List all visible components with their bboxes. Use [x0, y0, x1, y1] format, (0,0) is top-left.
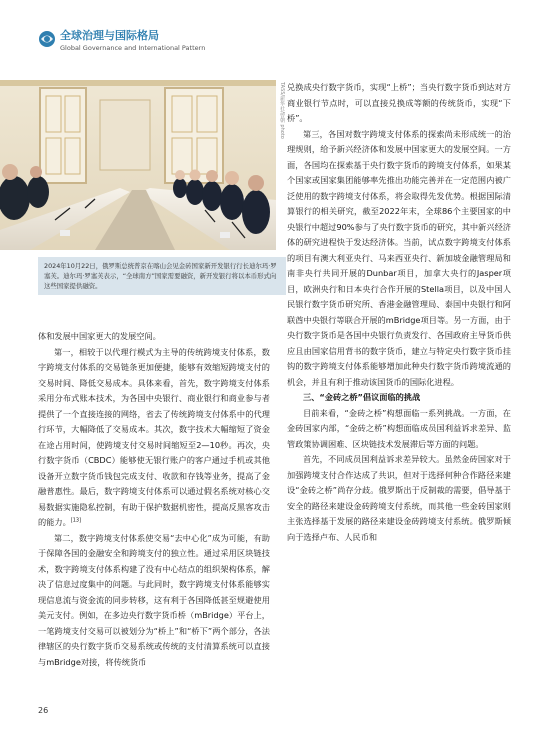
journal-title: 全球治理与国际格局 [60, 29, 159, 42]
footnote-ref: [13] [70, 517, 82, 524]
meeting-photo [0, 80, 276, 250]
photo-caption: 2024年10月22日，俄罗斯总统普京在喀山会见金砖国家新开发银行行长迪尔玛·罗塞芙。迪尔玛·罗塞芙表示，“全球南方”国家需要融资，新开发银行将以本币形式向这些国家提供融资。 [38, 257, 286, 295]
paragraph: 第三，各国对数字跨境支付体系的探索尚未形成统一的治理规则，给予新兴经济体和发展中国家更大的发展空间。一方面，各国均在探索基于央行数字货币的跨境支付体系，如果某个国家或国家集团能够率先推出功能完善并在一定范围内被广泛使用的数字跨境支付体系，将会取得先发优势。根据国际清算银行的相关研究，截至2022年末，全球86个主要国家的中央银行中超过90%参与了央行数字货币的研究，其中新兴经济体的研究进程快于发达经济体。当前，试点数字跨境支付体系的项目有澳大利亚央行、马来西亚央行、新加坡金融管理局和南非央行共同开展的Dunbar项目，加拿大央行的Jasper项目，欧洲央行和日本央行合作开展的Stella项目，以及中国人民银行数字货币研究所、香港金融管理局、泰国中央银行和阿联酋中央银行等联合开展的mBridge项目等。另一方面，由于央行数字货币是各国中央银行负责发行、各国政府主导货币供应且由国家信用背书的数字货币，建立与特定央行数字货币挂钩的数字跨境支付体系能够增加此种央行数字货币跨境流通的机会，并且有利于推动该国货币的国际化进程。 [287, 128, 511, 387]
page-header [0, 0, 549, 62]
page-number: 26 [38, 706, 49, 715]
journal-logo-icon [38, 30, 56, 48]
paragraph: 体和发展中国家更大的发展空间。 [38, 331, 161, 341]
paragraph: 第二，数字跨境支付体系使交易“去中心化”成为可能，有助于保障各国的金融安全和跨境支付的独立性。通过采用区块链技术，数字跨境支付体系构建了没有中心结点的组织架构体系，解决了信息过度集中的问题。与此同时，数字跨境支付体系能够实现信息流与资金流的同步转移，这有利于各国降低甚至规避使用美元支付。例如，在多边央行数字货币桥（mBridge）平台上，一笔跨境支付交易可以被划分为“桥上”和“桥下”两个部分，各法律辖区的央行数字货币交易系统或传统的支付清算系统可以直接与mBridge对接，将传统货币 [38, 532, 270, 667]
paragraph: 目前来看，“金砖之桥”构想面临一系列挑战。一方面，在金砖国家内部，“金砖之桥”构想面临成员国利益诉求差异、监管政策协调困难、区块链技术发展滞后等方面的问题。 [287, 407, 511, 449]
paragraph: 兑换成央行数字货币，实现“上桥”；当央行数字货币到达对方商业银行节点时，可以直接兑换成等额的传统货币，实现“下桥”。 [287, 82, 511, 123]
section-heading: 三、“金砖之桥”倡议面临的挑战 [303, 392, 421, 402]
left-column [38, 329, 270, 670]
paragraph: 首先，不同成员国利益诉求差异较大。虽然金砖国家对于加强跨境支付合作达成了共识，但对于选择何种合作路径来建设“金砖之桥”尚存分歧。俄罗斯出于反制裁的需要，倡导基于安全的路径来建设金砖跨境支付系统，而其他一些金砖国家则主张选择基于发展的路径来建设金砖跨境支付系统。俄罗斯倾向于选择卢布、人民币和 [287, 454, 511, 542]
paragraph: 第一，相较于以代理行模式为主导的传统跨境支付体系，数字跨境支付体系的交易链条更加便捷，能够有效缩短跨境支付的交易时间、降低交易成本。具体来看，首先，数字跨境支付体系采用分布式账本技术，为各国中央银行、商业银行和商业参与者提供了一个直接连接的网络，省去了传统跨境支付体系中的代理行环节，大幅降低了交易成本。其次，数字技术大幅缩短了资金在途占用时间，使跨境支付交易时间缩短至2—10秒。再次，央行数字货币（CBDC）能够使无银行账户的客户通过手机或其他设备开立数字货币钱包完成支付、收款和存钱等业务，提高了金融普惠性。最后，数字跨境支付体系可以通过假名系统对核心交易数据实施隐私控制，有助于保护数据机密性，提高反黑客攻击的能力。[13] [38, 346, 270, 527]
meeting-room-illustration [0, 80, 276, 250]
journal-title-en: Global Governance and International Pattern [60, 44, 206, 52]
right-column [287, 80, 511, 545]
photo-credit: TASS/新华社/曾朝 photo [279, 82, 285, 139]
